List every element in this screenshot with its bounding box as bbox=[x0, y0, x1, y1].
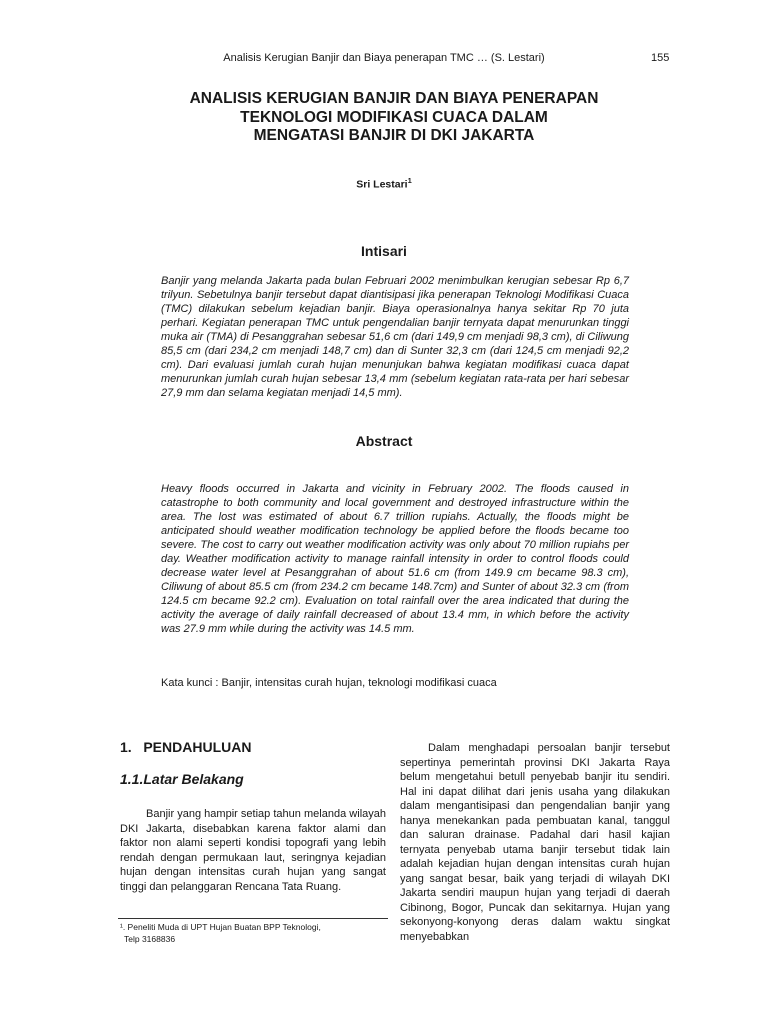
body-paragraph-right: Dalam menghadapi persoalan banjir tersebut sepertinya pemerintah provinsi DKI Jakarta Raya belum mengetahui betull penyebab banjir itu sendiri. Hal ini dapat dilihat dari jenis usaha yang dilakukan dalam mengantisipasi dan pengendalian banjir yang hanya menekankan pada pembuatan kanal, tanggul dan saluran drainase. Padahal dari hasil kajian ternyata penyebab utama banjir tersebut tidak lain adalah kejadian hujan dengan intensitas curah hujan yang sangat besar, baik yang terjadi di wilayah DKI Jakarta sendiri maupun hujan yang terjadi di daerah Cibinong, Bogor, Puncak dan sekitarnya. Hujan yang sekonyong-konyong deras dalam waktu singkat menyebabkan bbox=[400, 742, 670, 943]
author-footnote-marker: 1 bbox=[407, 176, 412, 185]
footnote-line-2: Telp 3168836 bbox=[124, 934, 176, 944]
page-number: 155 bbox=[651, 52, 670, 64]
author bbox=[0, 176, 768, 191]
subsection-heading: 1.1.Latar Belakang bbox=[120, 771, 244, 787]
footnote bbox=[120, 921, 388, 945]
running-head: Analisis Kerugian Banjir dan Biaya penerapan TMC … (S. Lestari) bbox=[223, 52, 545, 64]
paper-title bbox=[120, 90, 668, 146]
author-name: Sri Lestari bbox=[356, 178, 408, 191]
abstract-heading: Abstract bbox=[355, 433, 413, 449]
intisari-heading: Intisari bbox=[361, 243, 407, 259]
title-line-2: TEKNOLOGI MODIFIKASI CUACA DALAM bbox=[240, 108, 548, 126]
footnote-line-1: ¹. Peneliti Muda di UPT Hujan Buatan BPP Teknologi, bbox=[120, 922, 321, 932]
footnote-divider bbox=[118, 918, 388, 919]
body-paragraph-left: Banjir yang hampir setiap tahun melanda wilayah DKI Jakarta, disebabkan karena faktor alami dan faktor non alami seperti kondisi topografi yang lebih rendah dengan permukaan laut, seringnya kejadian hujan dengan intensitas curah hujan yang sangat tinggi dan pelanggaran Rencana Tata Ruang. bbox=[120, 808, 386, 893]
keywords: Kata kunci : Banjir, intensitas curah hujan, teknologi modifikasi cuaca bbox=[161, 677, 497, 689]
title-line-3: MENGATASI BANJIR DI DKI JAKARTA bbox=[253, 127, 535, 144]
intisari-body: Banjir yang melanda Jakarta pada bulan Februari 2002 menimbulkan kerugian sebesar Rp 6,7 trilyun. Sebetulnya banjir tersebut dapat diantisipasi jika penerapan Teknologi Modifikasi Cuaca (TMC) dilakukan sebelum kejadian banjir. Biaya operasionalnya hanya sekitar Rp 70 juta perhari. Kegiatan penerapan TMC untuk pengendalian banjir ternyata dapat menurunkan tinggi muka air (TMA) di Pesanggrahan sebesar 51,6 cm (dari 149,9 cm menjadi 98,3 cm), di Ciliwung 85,5 cm (dari 234,2 cm menjadi 148,7 cm) dan di Sunter 32,3 cm (dari 124,5 cm menjadi 92,2 cm). Dari evaluasi jumlah curah hujan menunjukan bahwa kegiatan modifikasi cuaca dapat menurunkan jumlah curah hujan sebesar 13,4 mm (sebelum kegiatan rata-rata per hari sebesar 27,9 mm dan selama kegiatan menjadi 14,5 mm). bbox=[161, 275, 629, 399]
abstract-body: Heavy floods occurred in Jakarta and vicinity in February 2002. The floods caused in catastrophe to both community and local government and destroyed infrastructure within the area. The lost was estimated of about 6.7 trillion rupiahs. Actually, the floods might be anticipated should weather modification technology be applied before the floods became too severe. The cost to carry out weather modification activity was only about 70 million rupiahs per day. Weather modification activity to manage rainfall intensity in order to control floods could decrease water level at Pesanggrahan of about 51.6 cm (from 149.9 cm became 98.3 cm), Ciliwung of about 85.5 cm (from 234.2 cm became 148.7cm) and Sunter of about 32.3 cm (from 124.5 cm became 92.2 cm). Evaluation on total rainfall over the area indicated that during the activity the average of daily rainfall decreased of about 13.4 mm, in which before the activity was 27.9 mm while during the activity was 14.5 mm. bbox=[161, 483, 629, 635]
section-heading: 1. PENDAHULUAN bbox=[120, 739, 252, 755]
title-line-1: ANALISIS KERUGIAN BANJIR DAN BIAYA PENERAPAN bbox=[189, 90, 599, 107]
